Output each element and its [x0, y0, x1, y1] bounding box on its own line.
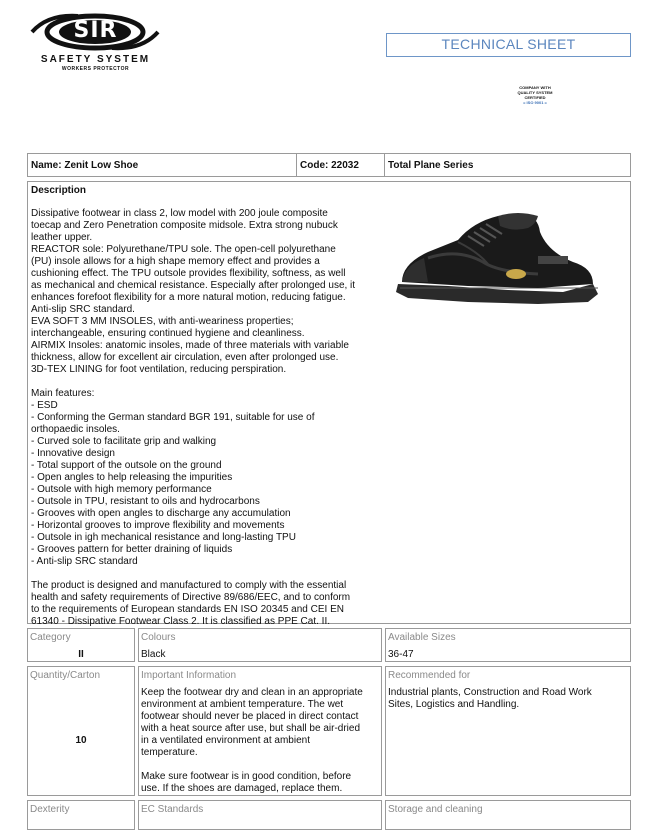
- sizes-cell: [385, 628, 631, 662]
- text-line: AIRMIX Insoles: anatomic insoles, made of three materials with variable: [31, 340, 349, 351]
- text-line: - Total support of the outsole on the ground: [31, 460, 222, 471]
- product-name: Name: Zenit Low Shoe: [31, 160, 139, 171]
- cert-line: CERTIFIED: [524, 95, 546, 100]
- important-info-label: Important Information: [141, 670, 237, 681]
- text-line: Make sure footwear is in good condition, before: [141, 771, 352, 782]
- recommended-text: [388, 687, 628, 711]
- quantity-value: 10: [75, 735, 87, 746]
- text-line: - Outsole in igh mechanical resistance and long-lasting TPU: [31, 532, 296, 543]
- text-line: use. If the shoes are damaged, replace them.: [141, 783, 343, 794]
- text-line: REACTOR sole: Polyurethane/TPU sole. The open-cell polyurethane: [31, 244, 336, 255]
- text-line: health and safety requirements of Directive 89/686/EEC, and to conform: [31, 592, 351, 603]
- ec-standards-cell: [138, 800, 382, 830]
- brand-logo: [28, 10, 163, 76]
- category-value: II: [78, 649, 84, 660]
- recommended-label: Recommended for: [388, 670, 471, 681]
- ec-standards-label: EC Standards: [141, 804, 204, 815]
- text-line: - Curved sole to facilitate grip and walking: [31, 436, 217, 447]
- text-line: Sites, Logistics and Handling.: [388, 699, 520, 710]
- text-line: [31, 376, 386, 388]
- text-line: thickness, allow for excellent air circulation, even after prolonged use.: [31, 352, 339, 363]
- storage-cell: [385, 800, 631, 830]
- text-line: environment at ambient temperature. The wet: [141, 699, 344, 710]
- divider: [384, 154, 385, 176]
- important-info-text: [141, 687, 381, 795]
- product-row: [27, 153, 631, 177]
- text-line: - Innovative design: [31, 448, 115, 459]
- text-line: enhances forefoot flexibility for a more natural motion, reducing fatigue.: [31, 292, 346, 303]
- logo-text: SIR: [73, 18, 118, 43]
- recommended-cell: [385, 666, 631, 796]
- text-line: Industrial plants, Construction and Road Work: [388, 687, 592, 698]
- quantity-cell: [27, 666, 135, 796]
- colours-cell: [138, 628, 382, 662]
- text-line: Keep the footwear dry and clean in an appropriate: [141, 687, 363, 698]
- product-code: Code: 22032: [300, 160, 359, 171]
- cert-line: COMPANY WITH: [519, 85, 551, 90]
- description-box: [27, 181, 631, 627]
- divider: [296, 154, 297, 176]
- text-line: Anti-slip SRC standard.: [31, 304, 135, 315]
- quantity-label: Quantity/Carton: [30, 670, 101, 681]
- text-line: - Horizontal grooves to improve flexibility and movements: [31, 520, 285, 531]
- important-info-cell: [138, 666, 382, 796]
- text-line: leather upper.: [31, 232, 93, 243]
- text-line: as mechanical and chemical resistance. Especially after prolonged use, it: [31, 280, 356, 291]
- cert-line: = ISO 9001 =: [523, 100, 547, 105]
- text-line: interchangeable, ensuring continued hygiene and cleanliness.: [31, 328, 305, 339]
- text-line: Main features:: [31, 388, 95, 399]
- category-label: Category: [30, 632, 71, 643]
- iso-cert-badge: [495, 85, 575, 105]
- storage-label: Storage and cleaning: [388, 804, 483, 815]
- text-line: [31, 568, 386, 580]
- text-line: EVA SOFT 3 MM INSOLES, with anti-weariness properties;: [31, 316, 294, 327]
- text-line: - Grooves with open angles to discharge any accumulation: [31, 508, 291, 519]
- brand-tagline: WORKERS PROTECTOR: [61, 66, 130, 72]
- text-line: - ESD: [31, 400, 58, 411]
- dexterity-cell: [27, 800, 135, 830]
- text-line: Dissipative footwear in class 2, low model with 200 joule composite: [31, 208, 328, 219]
- brand-name: SAFETY SYSTEM: [40, 54, 151, 65]
- dexterity-label: Dexterity: [30, 804, 70, 815]
- text-line: cushioning effect. The TPU outsole provides flexibility, softness, as well: [31, 268, 346, 279]
- text-line: - Conforming the German standard BGR 191, suitable for use of: [31, 412, 315, 423]
- text-line: - Anti-slip SRC standard: [31, 556, 138, 567]
- technical-sheet-title: TECHNICAL SHEET: [386, 33, 631, 57]
- shoe-product-image: [388, 202, 608, 312]
- description-heading: Description: [31, 185, 87, 196]
- text-line: [141, 759, 381, 771]
- text-line: 61340 - Dissipative Footwear Class 2. It is classified as PPE Cat. II.: [31, 616, 331, 627]
- sizes-value: 36-47: [388, 649, 414, 660]
- text-line: 3D-TEX LINING for foot ventilation, reducing perspiration.: [31, 364, 287, 375]
- text-line: toecap and Zero Penetration composite midsole. Extra strong nubuck: [31, 220, 338, 231]
- text-line: - Outsole in TPU, resistant to oils and hydrocarbons: [31, 496, 260, 507]
- text-line: to the requirements of European standards EN ISO 20345 and CEI EN: [31, 604, 344, 615]
- text-line: temperature.: [141, 747, 198, 758]
- sizes-label: Available Sizes: [388, 632, 456, 643]
- text-line: - Open angles to help releasing the impurities: [31, 472, 233, 483]
- description-text: [31, 208, 386, 628]
- text-line: orthopaedic insoles.: [31, 424, 120, 435]
- cert-line: QUALITY SYSTEM: [517, 90, 553, 95]
- text-line: footwear should never be placed in direct contact: [141, 711, 359, 722]
- text-line: in a ventilated environment at ambient: [141, 735, 310, 746]
- category-cell: [27, 628, 135, 662]
- text-line: - Outsole with high memory performance: [31, 484, 212, 495]
- text-line: with a heat source after use, but shall be air-dried: [141, 723, 361, 734]
- colours-label: Colours: [141, 632, 176, 643]
- colours-value: Black: [141, 649, 166, 660]
- product-series: Total Plane Series: [388, 160, 474, 171]
- text-line: (PU) insole allows for a high shape memory effect and provides a: [31, 256, 320, 267]
- text-line: - Grooves pattern for better draining of liquids: [31, 544, 233, 555]
- text-line: The product is designed and manufactured to comply with the essential: [31, 580, 347, 591]
